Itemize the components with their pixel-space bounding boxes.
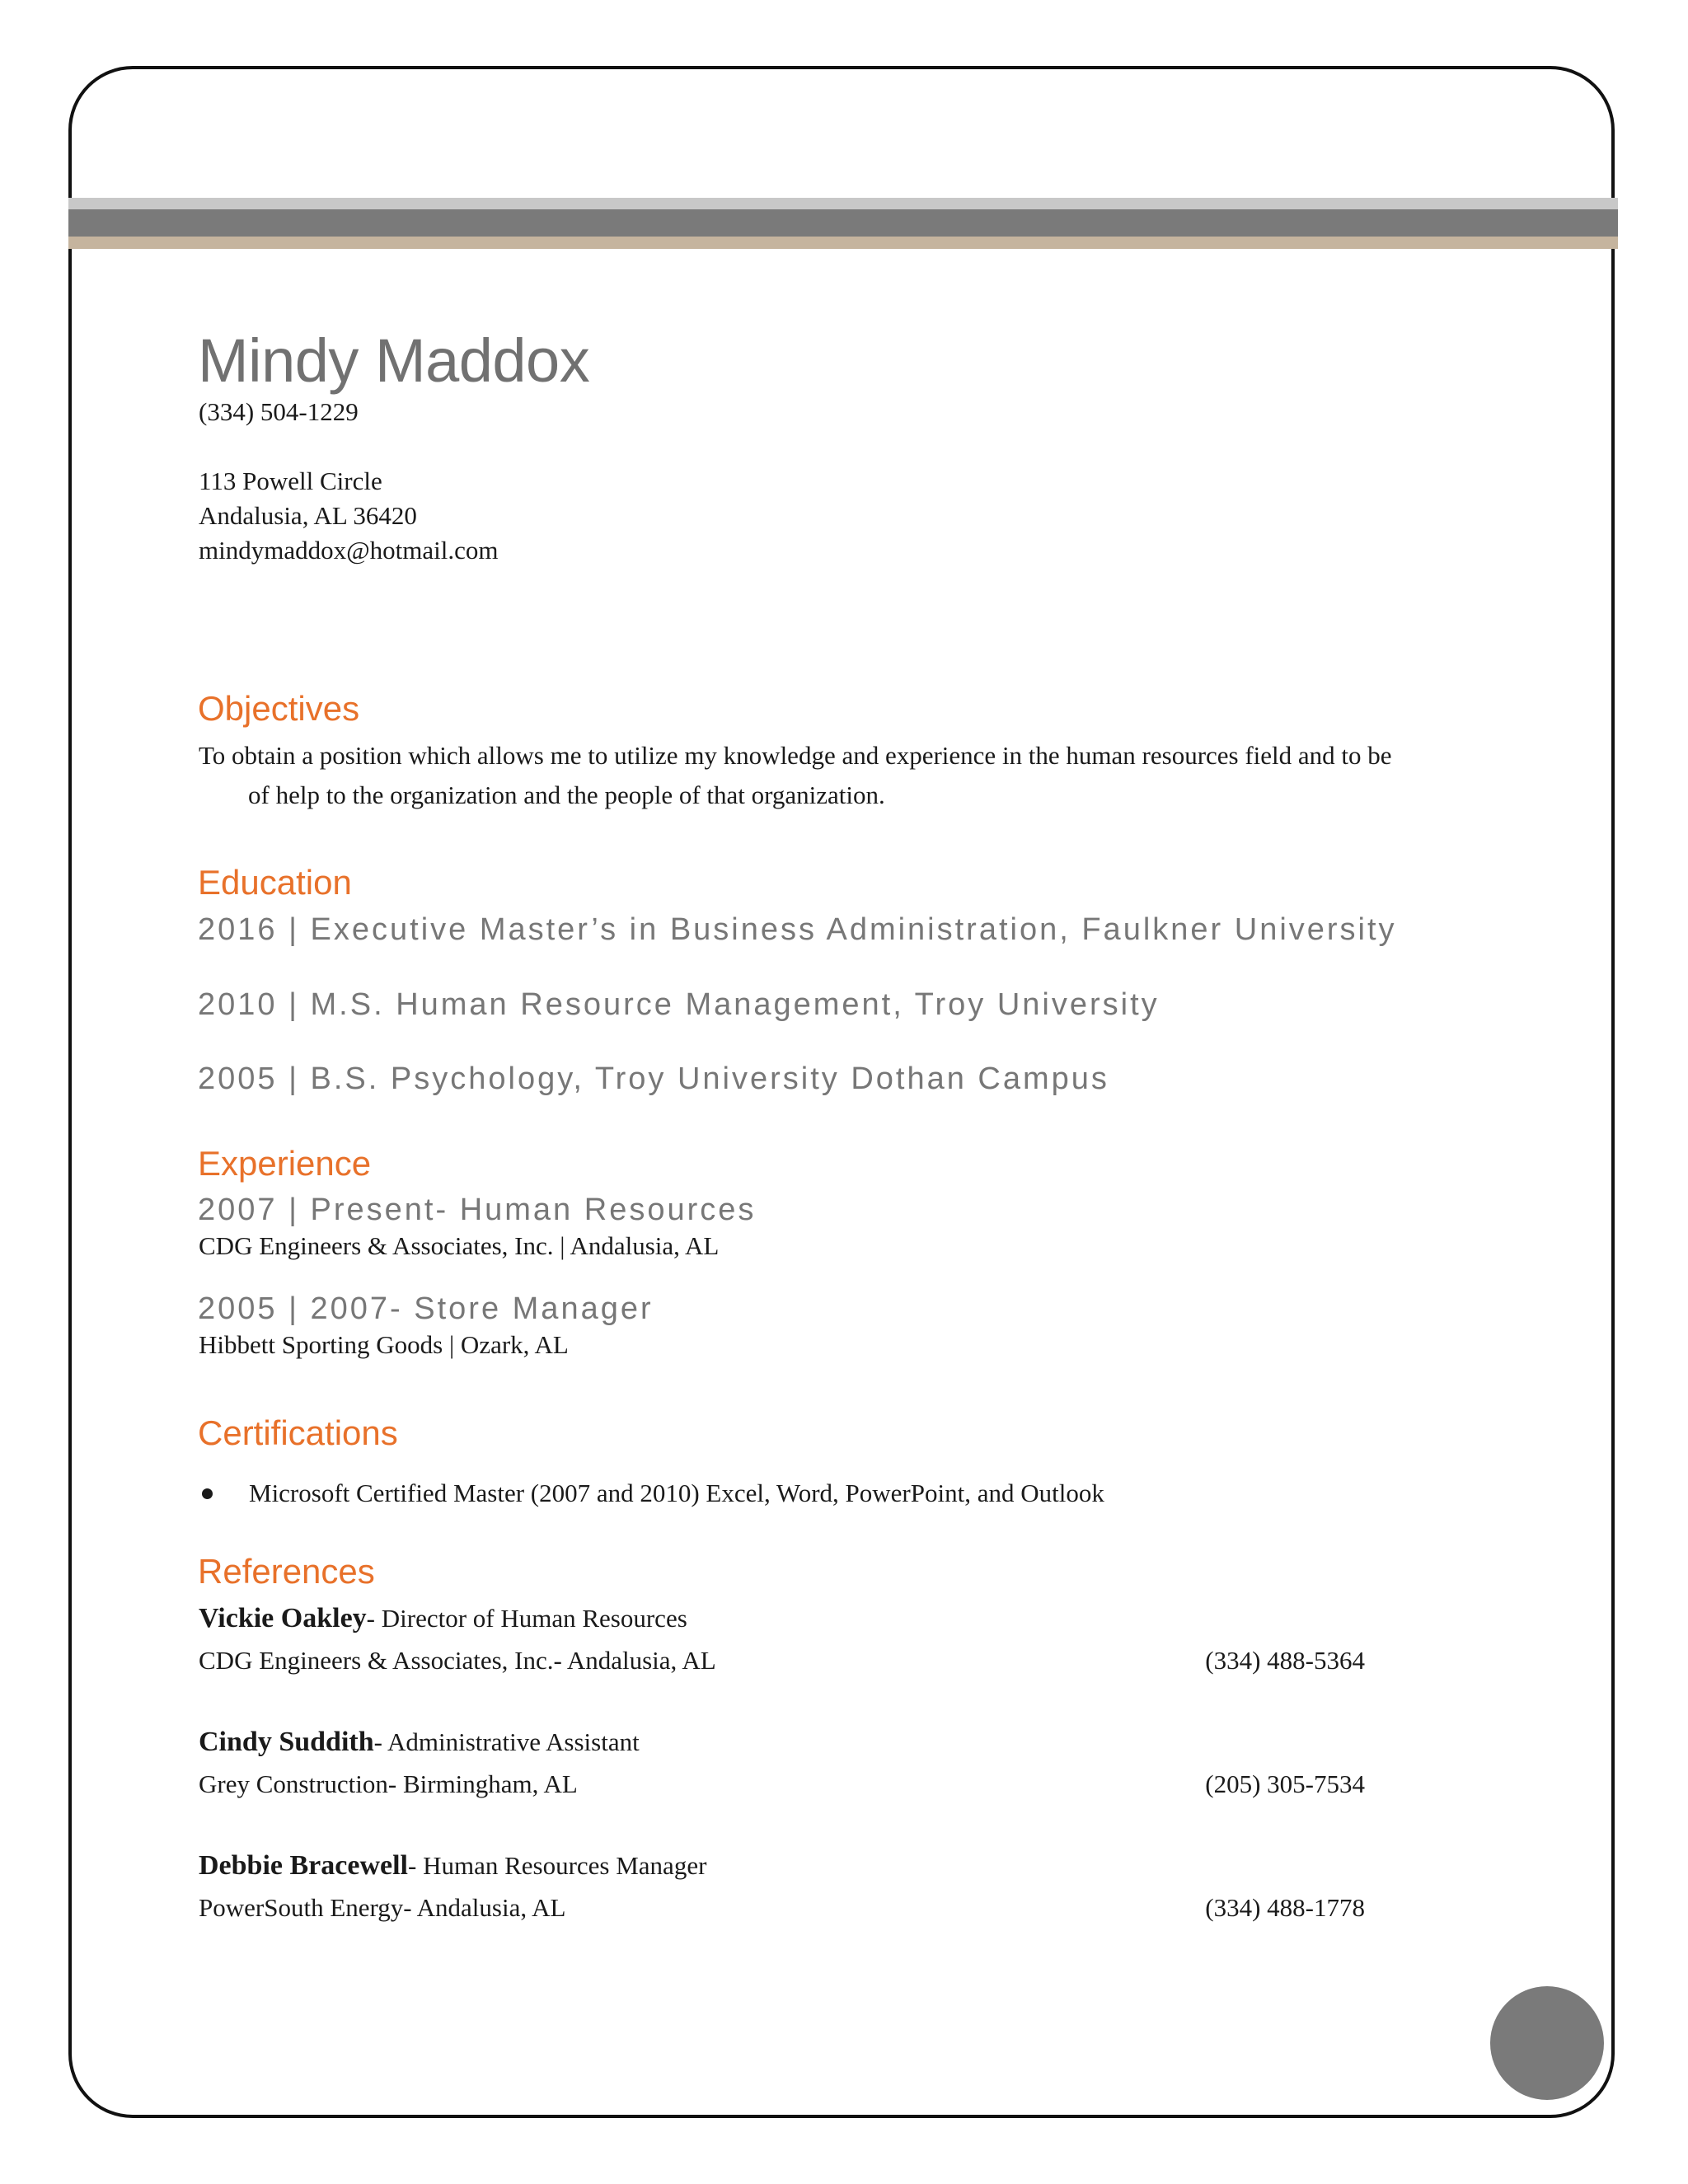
reference-detail-line: [199, 1766, 1365, 1802]
reference-phone: (205) 305-7534: [1205, 1769, 1365, 1798]
reference-org: PowerSouth Energy- Andalusia, AL: [199, 1893, 566, 1922]
reference-name: Cindy Suddith: [199, 1727, 374, 1757]
experience-employer: CDG Engineers & Associates, Inc. | Andalusia, AL: [199, 1231, 720, 1260]
reference-phone: (334) 488-5364: [1205, 1646, 1365, 1675]
address-line-1: 113 Powell Circle: [199, 466, 382, 495]
header-band-tan: [68, 237, 1618, 249]
education-item: 2010 | M.S. Human Resource Management, Troy University: [198, 987, 1160, 1022]
decorative-circle: [1490, 1986, 1604, 2100]
experience-employer: Hibbett Sporting Goods | Ozark, AL: [199, 1330, 569, 1359]
header-band-dark: [68, 209, 1618, 237]
reference-name: Vickie Oakley: [199, 1603, 367, 1633]
address-line-2: Andalusia, AL 36420: [199, 501, 417, 530]
experience-title: 2007 | Present- Human Resources: [198, 1193, 757, 1227]
education-item: 2016 | Executive Master’s in Business Administration, Faulkner University: [198, 912, 1397, 947]
reference-role: - Director of Human Resources: [366, 1604, 687, 1633]
reference-name-line: [199, 1601, 687, 1637]
reference-name: Debbie Bracewell: [199, 1850, 408, 1881]
reference-role: - Human Resources Manager: [408, 1851, 707, 1880]
phone: (334) 504-1229: [199, 397, 359, 426]
education-item: 2005 | B.S. Psychology, Troy University Dothan Campus: [198, 1062, 1109, 1096]
objective-line-2: of help to the organization and the people of that organization.: [248, 780, 885, 809]
candidate-name: Mindy Maddox: [198, 326, 590, 395]
certification-text: Microsoft Certified Master (2007 and 2010) Excel, Word, PowerPoint, and Outlook: [249, 1479, 1104, 1507]
experience-title: 2005 | 2007- Store Manager: [198, 1291, 654, 1326]
reference-org: CDG Engineers & Associates, Inc.- Andalusia, AL: [199, 1646, 716, 1675]
header-band-light: [68, 198, 1618, 209]
reference-name-line: [199, 1848, 706, 1884]
certifications-heading: Certifications: [198, 1413, 398, 1452]
reference-phone: (334) 488-1778: [1205, 1893, 1365, 1922]
reference-detail-line: [199, 1890, 1365, 1926]
certification-item: [199, 1475, 1104, 1511]
reference-detail-line: [199, 1643, 1365, 1679]
bullet-icon: [202, 1488, 213, 1499]
reference-role: - Administrative Assistant: [373, 1727, 640, 1756]
reference-name-line: [199, 1724, 640, 1760]
email: mindymaddox@hotmail.com: [199, 536, 499, 565]
references-heading: References: [198, 1552, 375, 1591]
objective-line-1: To obtain a position which allows me to utilize my knowledge and experience in the human resources field and to be: [199, 741, 1392, 770]
education-heading: Education: [198, 863, 352, 902]
reference-org: Grey Construction- Birmingham, AL: [199, 1769, 578, 1798]
experience-heading: Experience: [198, 1144, 372, 1183]
objective-text: [199, 736, 1484, 815]
objectives-heading: Objectives: [198, 689, 360, 728]
